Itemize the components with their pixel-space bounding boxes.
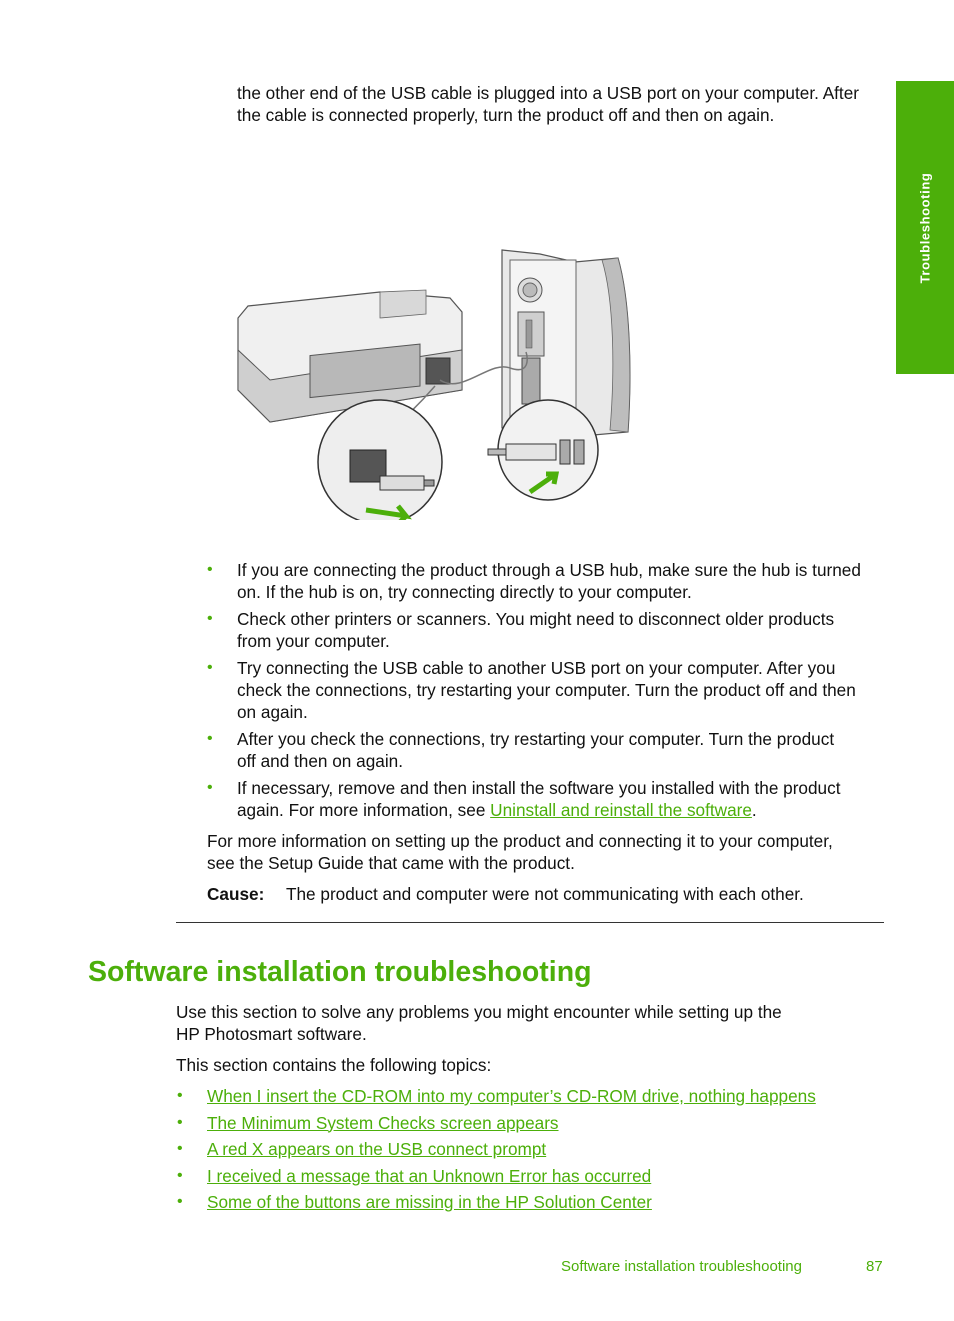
list-item xyxy=(177,1165,887,1187)
list-item xyxy=(177,1138,887,1160)
usb-connection-illustration xyxy=(230,240,650,520)
list-item xyxy=(177,1112,887,1134)
printer-port-zoom xyxy=(318,400,442,520)
cause-label: Cause: xyxy=(207,884,265,904)
list-item: • If you are connecting the product through a USB hub, make sure the hub is turned on. If the hub is on, try connecting directly to your computer. xyxy=(207,560,861,602)
more-info-line-1: For more information on setting up the product and connecting it to your computer, xyxy=(207,831,833,851)
topic-link-cd-rom[interactable]: When I insert the CD-ROM into my computer’s CD-ROM drive, nothing happens xyxy=(207,1086,816,1106)
side-tab xyxy=(896,81,954,374)
bullet-icon: • xyxy=(207,659,213,676)
list-item xyxy=(177,1191,887,1213)
cause-paragraph xyxy=(207,883,804,905)
topics-list xyxy=(177,1085,887,1213)
topic-link-minimum-system-checks[interactable]: The Minimum System Checks screen appears xyxy=(207,1112,559,1133)
printer-image xyxy=(238,290,462,422)
footer-section-name: Software installation troubleshooting xyxy=(561,1258,802,1275)
list-item: • Try connecting the USB cable to another USB port on your computer. After you check the connections, try restarting your computer. Turn the product off and then on again. xyxy=(207,658,856,722)
bullet-icon: • xyxy=(207,610,213,627)
topic-link-missing-buttons[interactable]: Some of the buttons are missing in the HP Solution Center xyxy=(207,1192,652,1212)
bullet-icon: • xyxy=(177,1166,183,1184)
bullet-icon: • xyxy=(177,1113,183,1131)
bullet-icon: • xyxy=(177,1087,183,1104)
cause-text: The product and computer were not communicating with each other. xyxy=(286,884,804,904)
intro-line-1: the other end of the USB cable is plugged into a USB port on your computer. After xyxy=(237,83,859,103)
connection-tips-list xyxy=(207,559,887,821)
more-info-line-2: see the Setup Guide that came with the product. xyxy=(207,853,575,873)
bullet-icon: • xyxy=(207,779,213,796)
list-item: • After you check the connections, try restarting your computer. Turn the product off and then on again. xyxy=(207,729,835,771)
side-tab-label: Troubleshooting xyxy=(917,172,933,283)
bullet-icon: • xyxy=(177,1193,183,1210)
list-item xyxy=(177,1085,887,1107)
section-divider xyxy=(176,922,884,923)
uninstall-reinstall-link[interactable]: Uninstall and reinstall the software xyxy=(490,800,752,820)
section-intro-line-2: HP Photosmart software. xyxy=(176,1024,367,1044)
section-intro-line-1: Use this section to solve any problems you might encounter while setting up the xyxy=(176,1002,782,1022)
bullet-icon: • xyxy=(207,561,213,578)
footer-page-number: 87 xyxy=(866,1258,883,1275)
list-item: • Check other printers or scanners. You might need to disconnect older products from your computer. xyxy=(207,609,835,651)
list-item: • If necessary, remove and then install the software you installed with the product again. For more information, see Uninstall and reinstall the software. xyxy=(207,778,841,820)
topic-link-unknown-error[interactable]: I received a message that an Unknown Error has occurred xyxy=(207,1165,652,1186)
intro-line-2: the cable is connected properly, turn the product off and then on again. xyxy=(237,105,775,125)
topic-link-red-x[interactable]: A red X appears on the USB connect prompt xyxy=(207,1139,547,1159)
bullet-icon: • xyxy=(207,730,213,747)
bullet-icon: • xyxy=(177,1140,183,1157)
topics-intro: This section contains the following topics: xyxy=(176,1055,492,1075)
section-title: Software installation troubleshooting xyxy=(88,956,592,988)
